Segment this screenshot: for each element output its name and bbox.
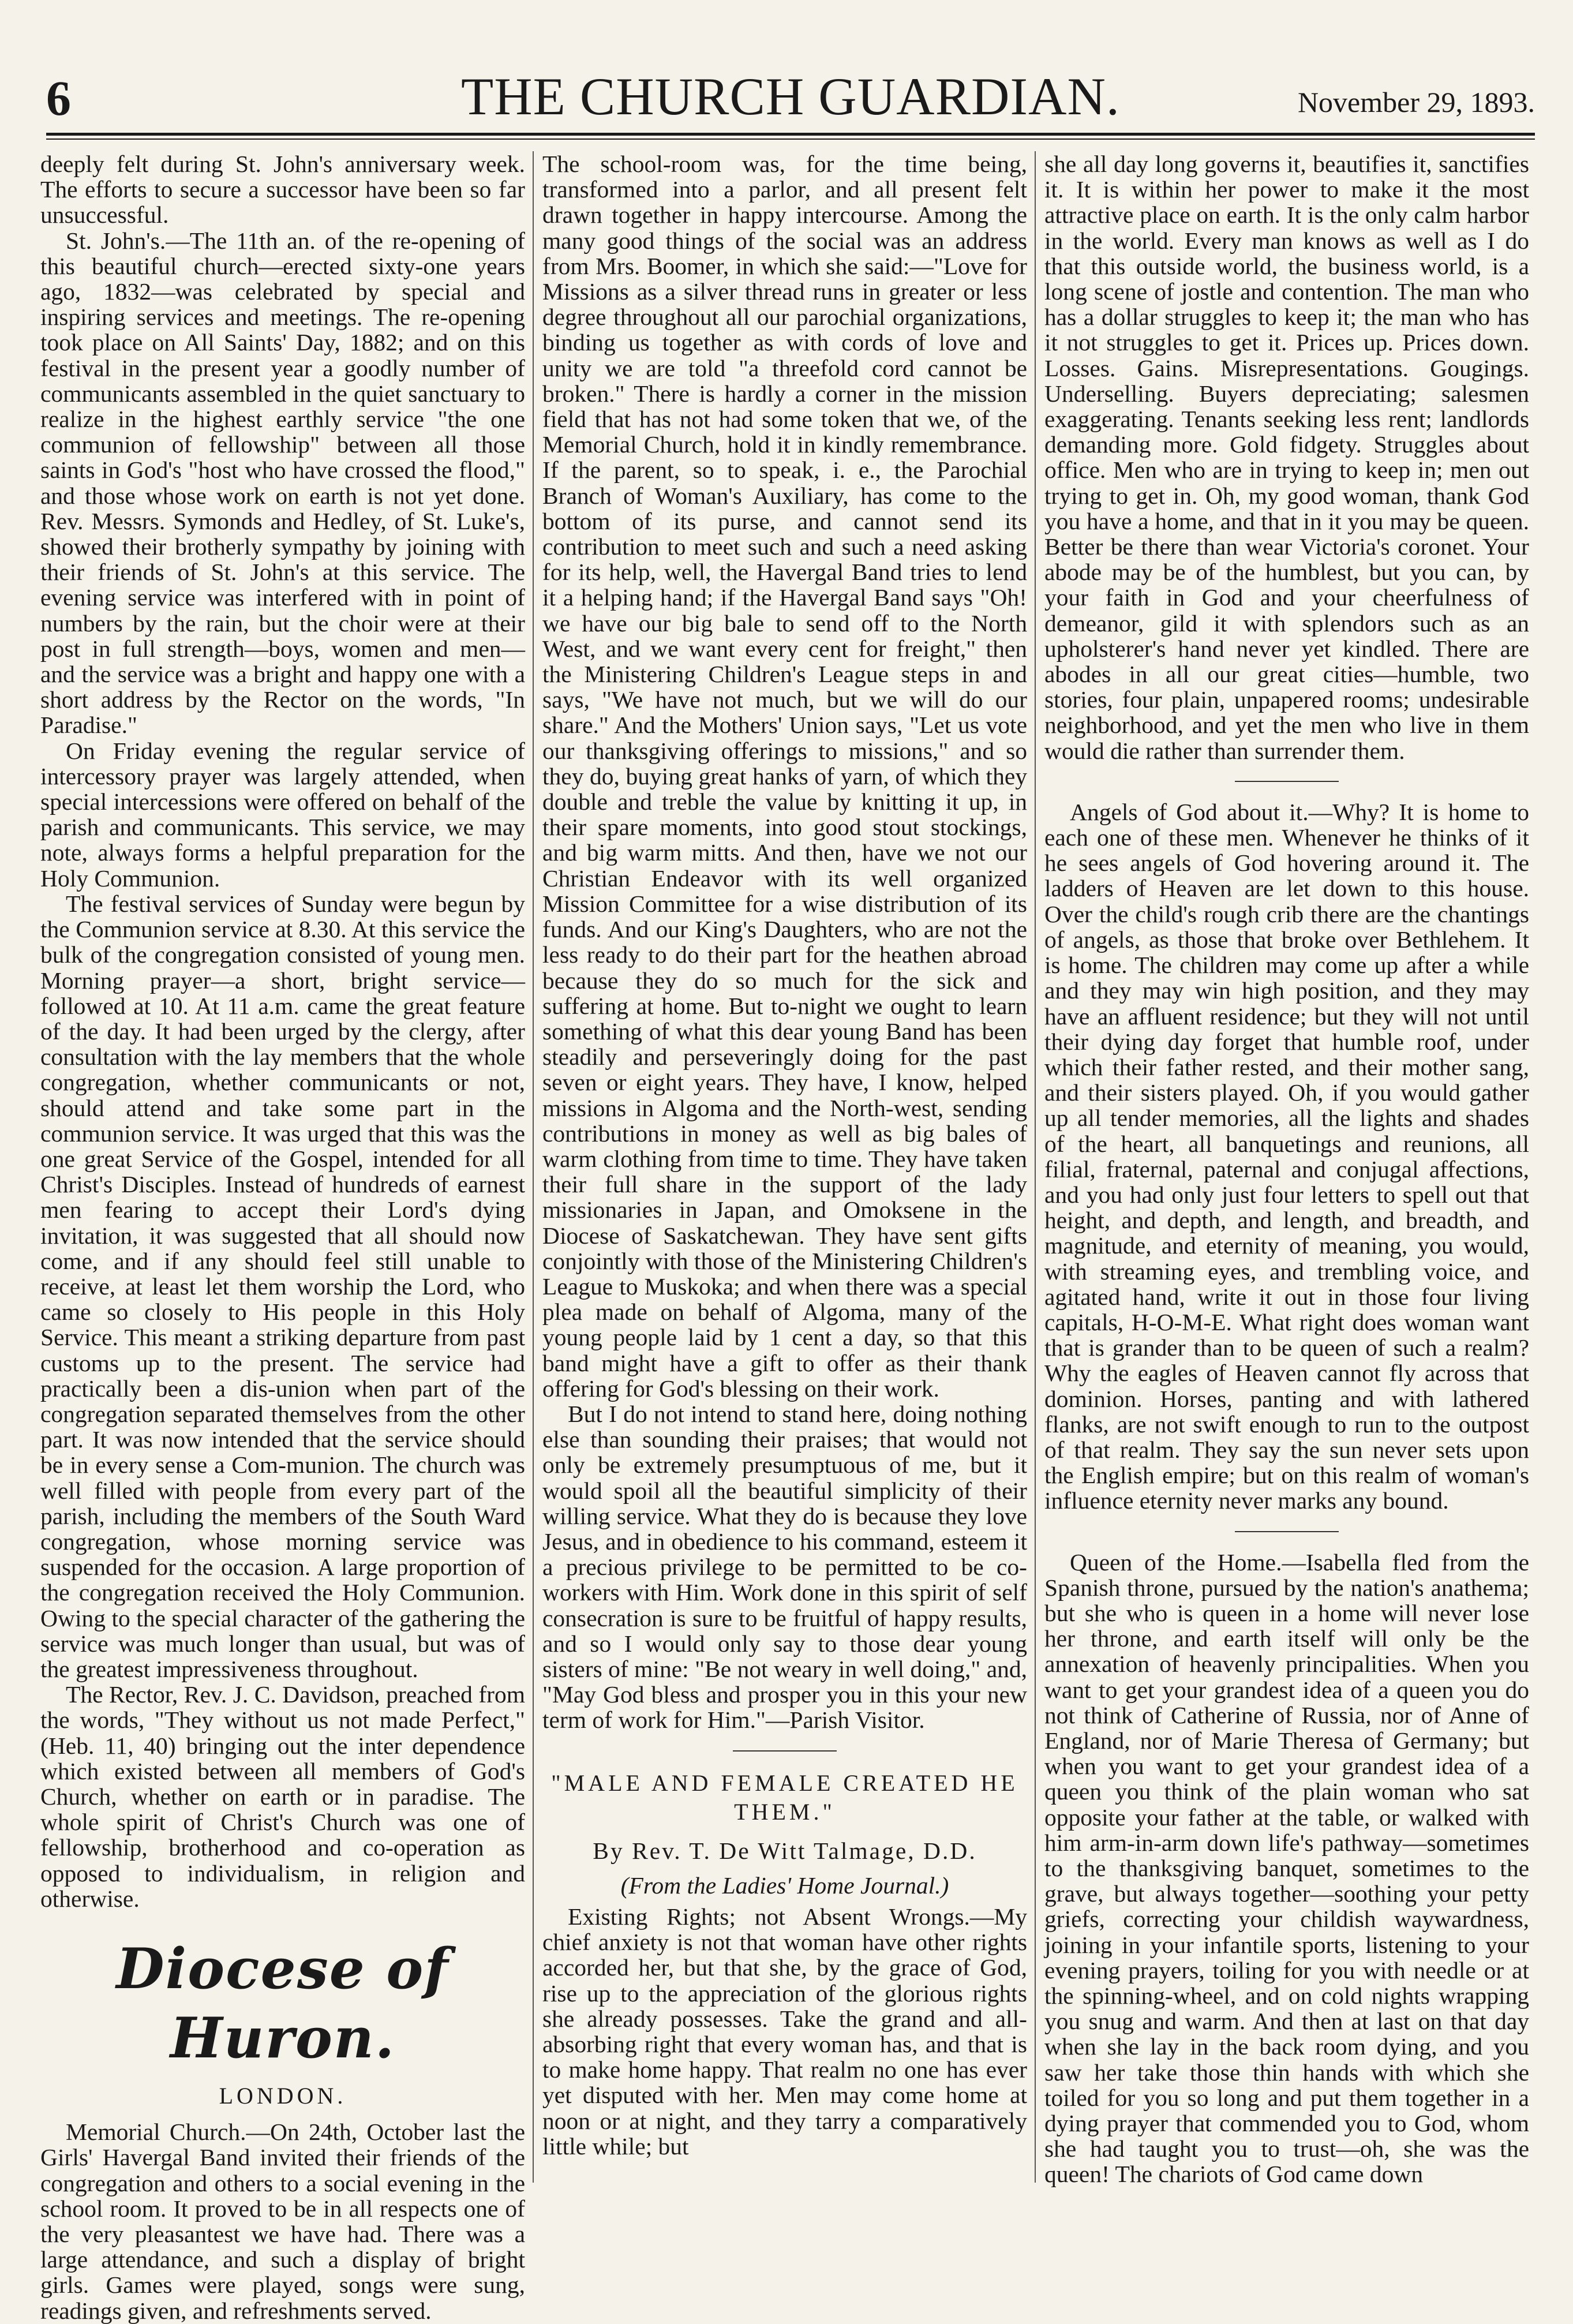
section-rule bbox=[1235, 1531, 1339, 1532]
paragraph-angels: Angels of God about it.—Why? It is home to each one of these men. Whenever he thinks of it he sees angels of God hovering around it. The ladders of Heaven are let down to this house. Over the child's rough crib there are the chantings of angels, as those that broke over Bethlehem. It is home. The children may come up after a while and they may win high position, and they may have an affluent residence; but they will not until their dying day forget that humble roof, under which their father rested, and their mother sang, and their sisters played. Oh, if you would gather up all tender memories, all the lights and shades of the heart, all banquetings and reunions, all filial, fraternal, paternal and conjugal affections, and you had only just four letters to spell out that height, and depth, and length, and breadth, and magnitude, and eternity of meaning, you would, with streaming eyes, and trembling voice, and agitated hand, write it out in those four living capitals, H-O-M-E. What right does woman want that is grander than to be queen of such a realm? Why the eagles of Heaven cannot fly across that dominion. Horses, panting and with lathered flanks, are not swift enough to run to the outpost of that realm. They say the sun never sets upon the English empire; but on this realm of woman's influence eternity never marks any bound. bbox=[1044, 798, 1529, 1514]
paragraph: The festival services of Sunday were begun by the Communion service at 8.30. At this service the bulk of the congregation consisted of young men. Morning prayer—a short, bright service—followed at 10. At 11 a.m. came the great feature of the day. It had been urged by the clergy, after consultation with the lay members that the whole congregation, whether communicants or not, should attend and take some part in the communion service. It was urged that this was the one great Service of the Gospel, intended for all Christ's Disciples. Instead of hundreds of earnest men fearing to accept their Lord's dying invitation, it was suggested that all should now come, and if any should feel still unable to receive, at least let them worship the Lord, who came so closely to His people in this Holy Service. This meant a striking departure from past customs up to the present. The service had practically been a dis-union when part of the congregation separated themselves from the other part. It was now intended that the service should be in every sense a Com-munion. The church was well filled with people from every part of the parish, including the members of the South Ward congregation, whose morning service was suspended for the occasion. A large proportion of the congregation received the Holy Communion. Owing to the special character of the gathering the service was much longer than usual, but was of the greatest impressiveness throughout. bbox=[40, 890, 525, 1682]
paragraph: On Friday evening the regular service of intercessory prayer was largely attended, when special intercessions were offered on behalf of the parish and communicants. This service, we may note, always forms a helpful preparation for the Holy Communion. bbox=[40, 737, 525, 892]
paragraph: The school-room was, for the time being, transformed into a parlor, and all present felt drawn together in happy intercourse. Among the many good things of the social was an address from Mrs. Boomer, in which she said:—"Love for Missions as a silver thread runs in greater or less degree throughout all our parochial organizations, binding us together as with cords of love and unity we are told "a threefold cord cannot be broken." There is hardly a corner in the mission field that has not had some token that we, of the Memorial Church, hold it in kindly remembrance. If the parent, so to speak, i. e., the Parochial Branch of Woman's Auxiliary, has come to the bottom of its purse, and cannot send its contribution to meet such and such a need asking for its help, well, the Havergal Band tries to lend it a helping hand; if the Havergal Band says "Oh! we have our big bale to send off to the North West, and we want every cent for freight," then the Ministering Children's League steps in and says, "We have not much, but we will do our share." And the Mothers' Union says, "Let us vote our thanksgiving offerings to missions," and so they do, buying great hanks of yarn, of which they double and treble the value by knitting it up, in their spare moments, into good stout stockings, and big warm mitts. And then, have we not our Christian Endeavor with its well organized Mission Committee for a wise distribution of its funds. And our King's Daughters, who are not the less ready to do their part for the heathen abroad because they do so much for the sick and suffering at home. But to-night we ought to learn something of what this dear young Band has been steadily and perseveringly doing for the past seven or eight years. They have, I know, helped missions in Algoma and the North-west, sending contributions in money as well as big bales of warm clothing from time to time. They have taken their full share in the support of the lady missionaries in Japan, and Omoksene in the Diocese of Saskatchewan. They have sent gifts conjointly with those of the Ministering Children's League to Muskoka; and when there was a special plea made on behalf of Algoma, many of the young people laid by 1 cent a day, so that this band might have a gift to offer as their thank offering for God's blessing on their work. bbox=[542, 151, 1027, 1402]
paragraph-st-johns: St. John's.—The 11th an. of the re-opening of this beautiful church—erected sixty-one years ago, 1832—was celebrated by special and inspiring services and meetings. The re-opening took place on All Saints' Day, 1882; and on this festival in the present year a goodly number of communicants assembled in the quiet sanctuary to realize in the highest earthly service "the one communion of fellowship" between all those saints in God's "host who have crossed the flood," and those whose work on earth is not yet done. Rev. Messrs. Symonds and Hedley, of St. Luke's, showed their brotherly sympathy by joining with their friends of St. John's at this service. The evening service was interfered with in point of numbers by the rain, but the choir were at their post in full strength—boys, women and men—and the service was a bright and happy one with a short address by the Rector on the words, "In Paradise." bbox=[40, 227, 525, 739]
column-divider bbox=[533, 151, 534, 2183]
header-rule bbox=[46, 133, 1535, 136]
article-heading: "MALE AND FEMALE CREATED HE THEM." bbox=[551, 1769, 1018, 1825]
paragraph: Existing Rights; not Absent Wrongs.—My chief anxiety is not that woman have other rights accorded her, but that she, by the grace of God, rise up to the appreciation of the glorious rights she already possesses. Take the grand and all-absorbing right that every woman has, and that is to make home happy. That realm no one has ever yet disputed with her. Men may come home at noon or at night, and they tarry a comparatively little while; but bbox=[542, 1903, 1027, 2160]
section-rule bbox=[1235, 781, 1339, 782]
paragraph: deeply felt during St. John's anniversary week. The efforts to secure a successor have been so far unsuccessful. bbox=[40, 151, 525, 229]
paragraph-memorial-church: Memorial Church.—On 24th, October last the Girls' Havergal Band invited their friends of the congregation and others to a social evening in the school room. It proved to be in all respects one of the very pleasantest we have had. There was a large attendance, and such a display of bright girls. Games were played, songs were sung, readings given, and refreshments served. bbox=[40, 2119, 525, 2324]
masthead bbox=[46, 63, 1535, 133]
section-rule bbox=[733, 1750, 837, 1752]
column-divider bbox=[1035, 151, 1036, 2183]
paragraph-queen: Queen of the Home.—Isabella fled from the Spanish throne, pursued by the nation's anathema; but she who is queen in a home will never lose her throne, and earth itself will only be the annexation of heavenly principalities. When you want to get your grandest idea of a queen you do not think of Catherine of Russia, nor of Anne of England, nor of Marie Theresa of Germany; but when you want to get your grandest idea of a queen you think of the plain woman who sat opposite your father at the table, or walked with him arm-in-arm down life's pathway—sometimes to the thanksgiving banquet, sometimes to the grave, but always together—soothing your petty griefs, correcting your childish waywardness, joining in your infantile sports, listening to your evening prayers, toiling for you with needle or at the spinning-wheel, and on cold nights wrapping you snug and warm. And then at last on that day when she lay in the back room dying, and you saw her take those thin hands with which she toiled for you so long and put them together in a dying prayer that commended you to God, whom she had taught you to trust—oh, she was the queen! The chariots of God came down bbox=[1044, 1548, 1529, 2188]
paragraph: The Rector, Rev. J. C. Davidson, preached from the words, "They without us not made Perfect," (Heb. 11, 40) bringing out the inter dependence which existed between all members of God's Church, whether on earth or in paradise. The whole spirit of Christ's Church was one of fellowship, brotherhood and co-operation as opposed to individualism, in religion and otherwise. bbox=[40, 1681, 525, 1912]
newspaper-title: THE CHURCH GUARDIAN. bbox=[461, 67, 1120, 126]
column-1 bbox=[40, 151, 525, 2323]
issue-date: November 29, 1893. bbox=[1297, 86, 1535, 118]
column-3 bbox=[1044, 151, 1529, 2187]
column-2 bbox=[542, 151, 1027, 2159]
article-source: (From the Ladies' Home Journal.) bbox=[620, 1872, 949, 1899]
header-rule-thin bbox=[46, 139, 1535, 140]
subheading-london: LONDON. bbox=[219, 2083, 347, 2109]
section-heading-diocese: Diocese of Huron. bbox=[116, 1936, 450, 2071]
paragraph: she all day long governs it, beautifies it, sanctifies it. It is within her power to make it the most attractive place on earth. It is the only calm harbor in the world. Every man knows as well as I do that this outside world, the business world, is a long scene of jostle and contention. The man who has a dollar struggles to keep it; the man who has it not struggles to get it. Prices up. Prices down. Losses. Gains. Misrepresentations. Gougings. Underselling. Buyers depreciating; salesmen exaggerating. Tenants seeking less rent; landlords demanding more. Gold fidgety. Struggles about office. Men who are in trying to keep in; men out trying to get in. Oh, my good woman, thank God you have a home, and that in it you may be queen. Better be there than wear Victoria's coronet. Your abode may be of the humblest, but you can, by your faith in God and your cheerfulness of demeanor, gild it with splendors such as an upholsterer's hand never yet kindled. There are abodes in all our great cities—humble, two stories, four plain, unpapered rooms; undesirable neighborhood, and yet the men who live in them would die rather than surrender them. bbox=[1044, 151, 1529, 764]
article-byline: By Rev. T. De Witt Talmage, D.D. bbox=[593, 1837, 977, 1864]
paragraph: But I do not intend to stand here, doing nothing else than sounding their praises; that would not only be extremely presumptuous of me, but it would spoil all the beautiful simplicity of their willing service. What they do is because they love Jesus, and in obedience to his command, esteem it a precious privilege to be permitted to be co-workers with Him. Work done in this spirit of self consecration is sure to be fruitful of happy results, and so I would only say to those dear young sisters of mine: "Be not weary in well doing," and, "May God bless and prosper you in this your new term of work for Him."—Parish Visitor. bbox=[542, 1400, 1027, 1734]
page-number: 6 bbox=[46, 70, 71, 126]
